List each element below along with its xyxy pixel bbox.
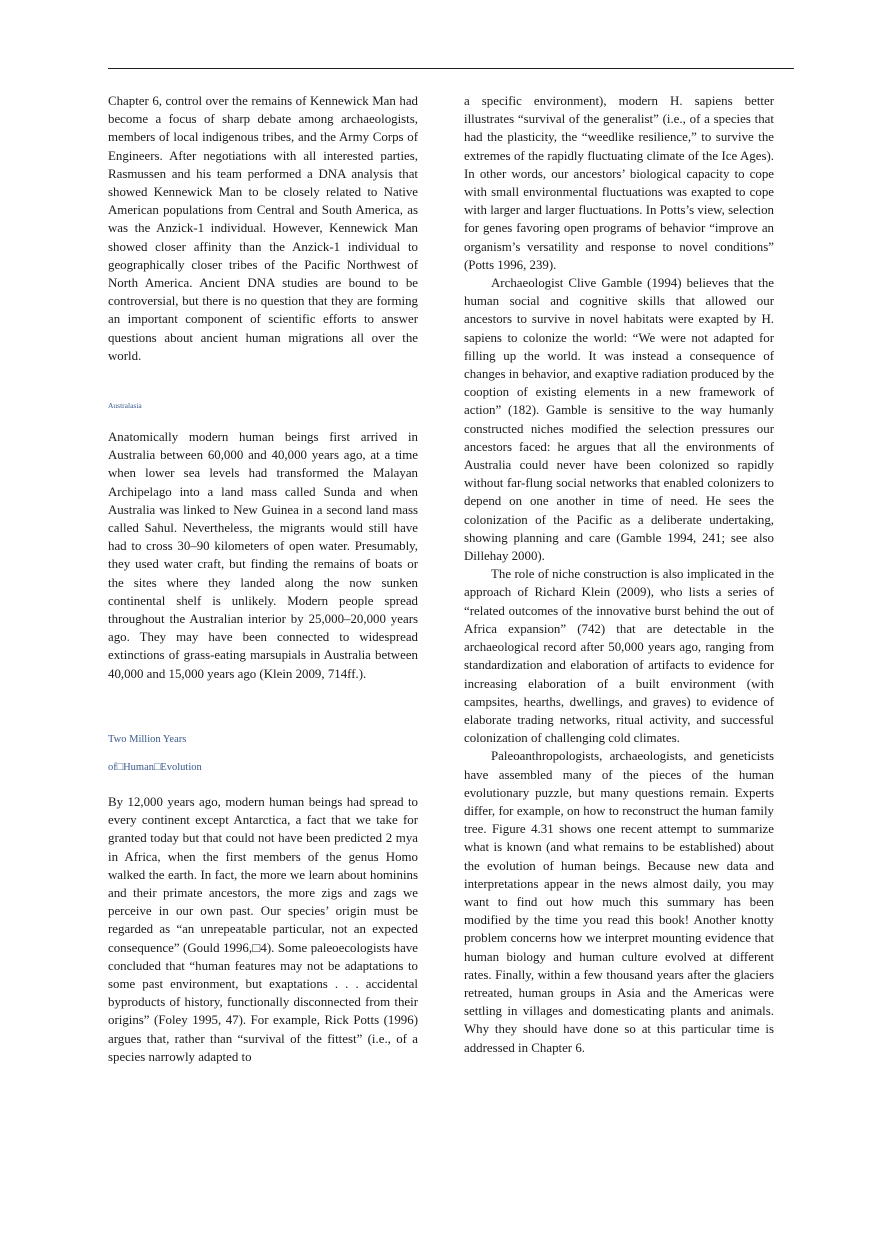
body-paragraph: a specific environment), modern H. sapiens better illustrates “survival of the generalist” (i.e., of a species that had the plasticity, the “weedlike resilience,” to survive the extremes of the rapidly fluctuating climate of the Ice Ages). In other words, our ancestors’ biological capacity to cope with small environmental fluctuations was exapted to cope with larger and larger fluctuations. In Potts’s view, selection for genes favoring open programs of behavior “improve an organism’s versatility and response to novel conditions” (Potts 1996, 239). <box>464 94 774 272</box>
section-heading-line1: Two Million Years <box>108 733 187 745</box>
section-heading-line2: of□Human□Evolution <box>108 761 202 773</box>
body-paragraph: Paleoanthropologists, archaeologists, and geneticists have assembled many of the pieces of the human evolutionary puzzle, but many questions remain. Experts differ, for example, on how to reconstruct the human family tree. Figure 4.31 shows one recent attempt to summarize what is known (and what remains to be established) about the evolution of human beings. Because new data and interpretations appear in the news almost daily, you may want to find out how much this summary has been modified by the time you read this book! Another knotty problem concerns how we interpret mounting evidence that human biology and human culture evolved at different rates. Finally, within a few thousand years after the glaciers retreated, human groups in Asia and the Americas were settling in villages and domesticating plants and animals. Why they should have done so at this particular time is addressed in Chapter 6. <box>464 749 774 1055</box>
header-rule <box>108 68 794 69</box>
body-paragraph: By 12,000 years ago, modern human beings had spread to every continent except Antarctica, a fact that we take for granted today but that could not have been predicted 2 mya in Africa, when the first members of the genus Homo walked the earth. In fact, the more we learn about hominins and their primate ancestors, the more zigs and zags we perceive in our own past. Our species’ origin must be regarded as “an unrepeatable particular, not an expected consequence” (Gould 1996,□4). Some paleoecologists have concluded that “human features may not be adaptations to some past environment, but exaptations . . . accidental byproducts of history, functionally disconnected from their origins” (Foley 1995, 47). For example, Rick Potts (1996) argues that, rather than “survival of the fittest” (i.e., of a species narrowly adapted to <box>108 794 418 1064</box>
body-paragraph: Chapter 6, control over the remains of Kennewick Man had become a focus of sharp debate among archaeologists, members of local indigenous tribes, and the Army Corps of Engineers. After negotiations with all interested parties, Rasmussen and his team performed a DNA analysis that showed Kennewick Man to be closely related to Native American populations from Central and South America, as was the Anzick-1 individual. However, Kennewick Man showed closer affinity than the Anzick-1 individual to geographically closer tribes of the Pacific Northwest of North America. Ancient DNA studies are bound to be controversial, but there is no question that they are forming an important component of scientific efforts to answer questions about ancient human migrations all over the world. <box>108 94 418 363</box>
body-paragraph: Archaeologist Clive Gamble (1994) believes that the human social and cognitive skills that allowed our ancestors to survive in novel habitats were exapted by H. sapiens to colonize the world: “We were not adapted for filling up the world. It was instead a consequence of changes in behavior, and exaptive radiation produced by the cooption of existing elements in a new framework of action” (182). Gamble is sensitive to the way humanly constructed niches modified the selection pressures our ancestors faced: he argues that all the environments of Australia could never have been colonized so rapidly without far-flung social networks that enabled colonizers to depend on one another in time of need. He sees the colonization of the Pacific as a deliberate undertaking, showing planning and care (Gamble 1994, 241; see also Dillehay 2000). <box>464 276 774 564</box>
left-column <box>108 92 418 1066</box>
right-column <box>464 92 774 1057</box>
section-heading-australasia: Australasia <box>108 401 142 411</box>
body-paragraph: Anatomically modern human beings first arrived in Australia between 60,000 and 40,000 years ago, at a time when lower sea levels had transformed the Malayan Archipelago into a land mass called Sunda and when Australia was linked to New Guinea in a second land mass called Sahul. Nevertheless, the migrants would still have had to cross 30–90 kilometers of open water. Presumably, they used water craft, but finding the remains of boats or the sites where they landed along the now sunken continental shelf is unlikely. Modern people spread throughout the Australian interior by 25,000–20,000 years ago. They may have been connected to widespread extinctions of grass-eating marsupials in Australia between 40,000 and 15,000 years ago (Klein 2009, 714ff.). <box>108 430 418 681</box>
body-paragraph: The role of niche construction is also implicated in the approach of Richard Klein (2009), who lists a series of “related outcomes of the innovative burst behind the out of Africa expansion” (742) that are detectable in the archaeological record after 50,000 years ago, ranging from standardization and elaboration of artifacts to evidence for increasing elaboration of a built environment (with campsites, hearths, dwellings, and graves) to evidence of elaborate trading networks, ritual activity, and successful colonization of challenging cold climates. <box>464 567 774 746</box>
